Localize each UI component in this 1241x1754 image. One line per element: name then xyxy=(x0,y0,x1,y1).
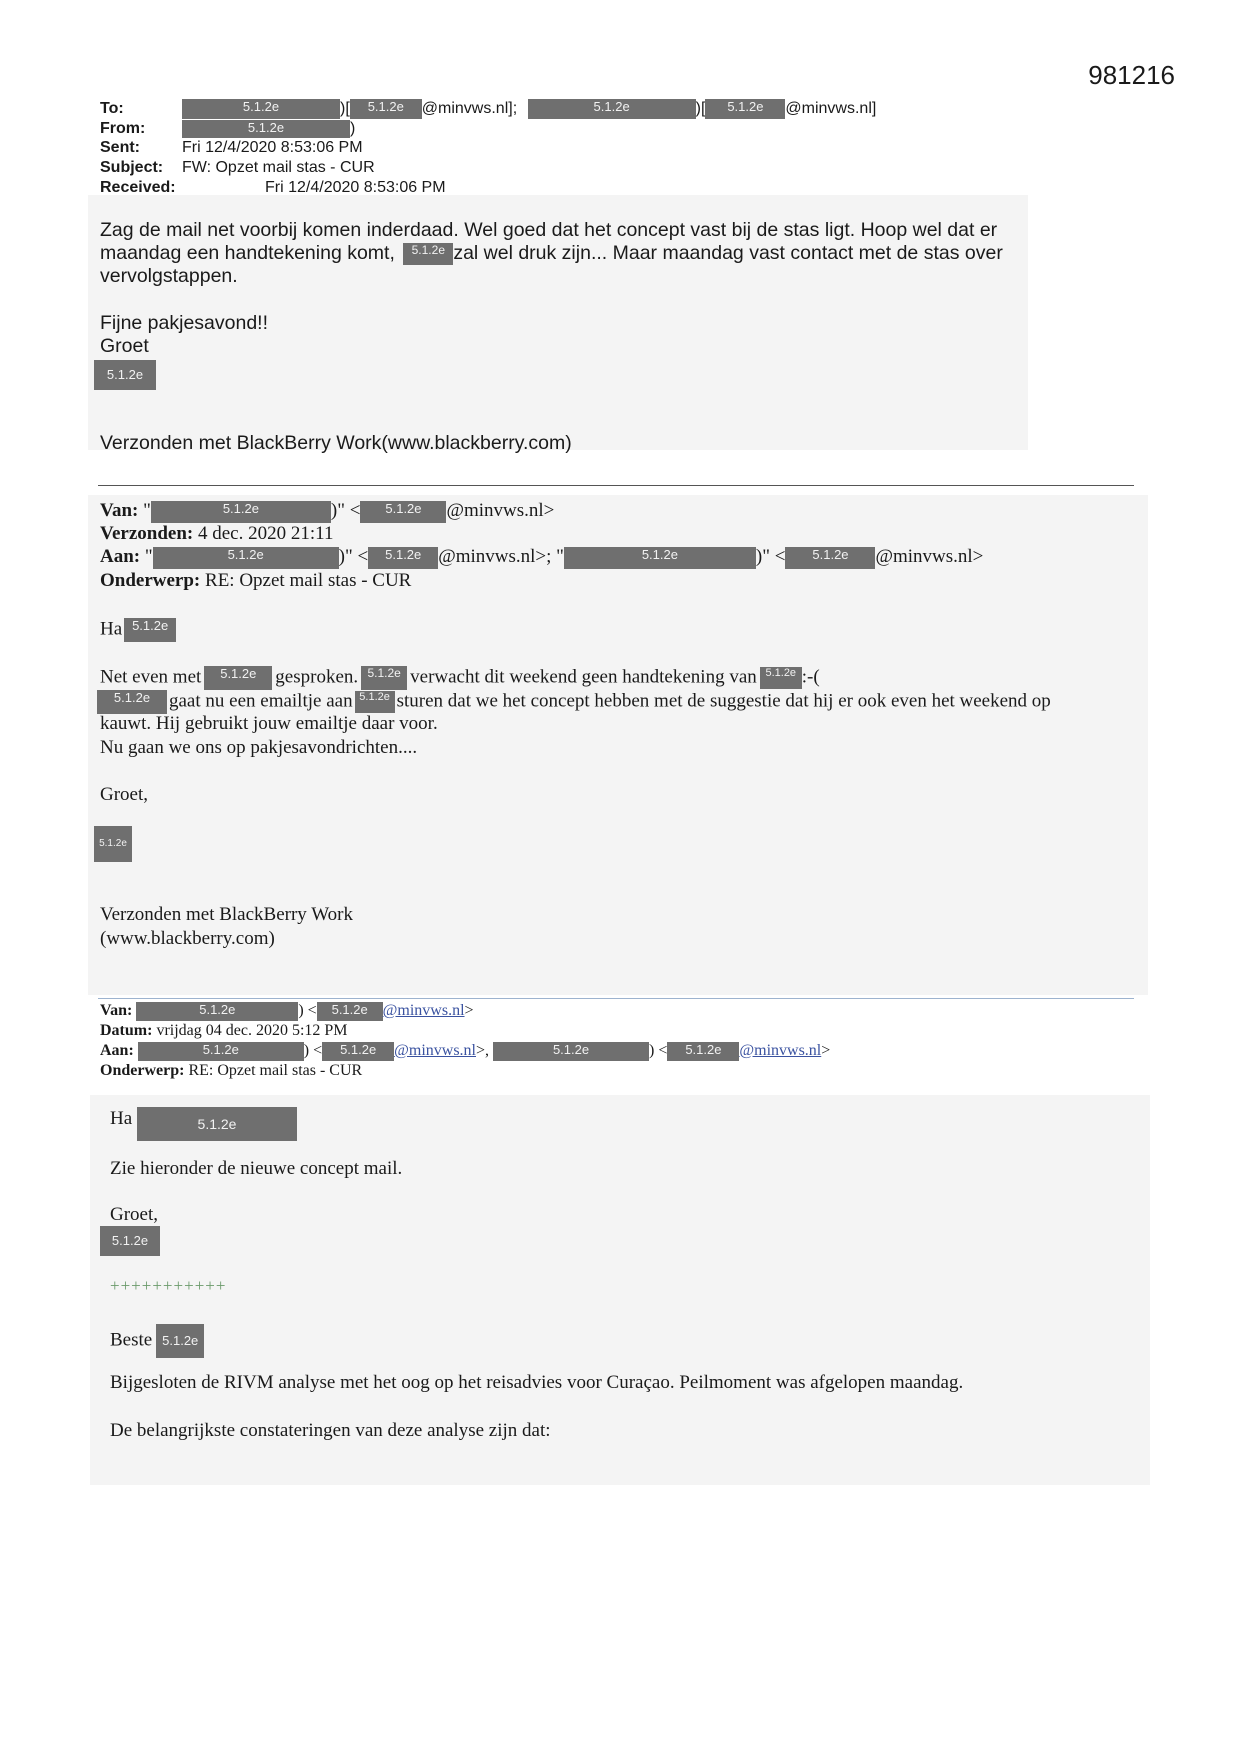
redaction: 5.1.2e xyxy=(355,691,395,713)
redaction: 5.1.2e xyxy=(182,99,340,119)
divider xyxy=(98,485,1134,486)
from-line: 5.1.2e ) xyxy=(182,120,355,138)
redaction: 5.1.2e xyxy=(153,547,339,569)
mobile-footer: Verzonden met BlackBerry Work(www.blackberry.com) xyxy=(100,432,572,454)
redaction: 5.1.2e xyxy=(124,618,176,642)
redaction: 5.1.2e xyxy=(760,667,802,689)
body-line: Nu gaan we ons op pakjesavondrichten.... xyxy=(100,737,418,758)
received-label: Received: xyxy=(100,179,176,196)
redaction: 5.1.2e xyxy=(204,666,272,690)
redaction: 5.1.2e xyxy=(360,501,446,523)
email-link[interactable]: @minvws.nl xyxy=(394,1042,476,1060)
redaction: 5.1.2e xyxy=(785,547,875,569)
signature-redaction: 5.1.2e xyxy=(94,360,156,390)
verzonden-line: Verzonden: 4 dec. 2020 21:11 xyxy=(100,523,334,544)
redaction: 5.1.2e xyxy=(403,243,453,265)
email-link[interactable]: @minvws.nl xyxy=(382,1002,465,1020)
closing-line: Groet, xyxy=(110,1204,159,1225)
body-line: 5.1.2e gaat nu een emailtje aan 5.1.2e sturen dat we het concept hebben met de suggestie dat hij er ook even het weekend op xyxy=(97,690,1051,714)
onderwerp-line: Onderwerp: RE: Opzet mail stas - CUR xyxy=(100,570,412,591)
body-line: maandag een handtekening komt, 5.1.2e zal wel druk zijn... Maar maandag vast contact met de stas over xyxy=(100,242,1003,264)
van-line: Van: " 5.1.2e )" < 5.1.2e @minvws.nl> xyxy=(100,500,555,521)
greeting: Ha xyxy=(110,1108,133,1129)
subject-value: FW: Opzet mail stas - CUR xyxy=(182,159,375,176)
redaction: 5.1.2e xyxy=(156,1324,204,1358)
subject-label: Subject: xyxy=(100,159,164,176)
mobile-footer: (www.blackberry.com) xyxy=(100,928,275,949)
redaction: 5.1.2e xyxy=(350,99,422,119)
to-line: 5.1.2e )[ 5.1.2e @minvws.nl]; 5.1.2e )[ 5.1.2e @minvws.nl] xyxy=(182,99,876,119)
body-line: Zie hieronder de nieuwe concept mail. xyxy=(110,1158,403,1179)
document-number: 981216 xyxy=(1088,60,1175,90)
redaction: 5.1.2e xyxy=(493,1042,649,1061)
aan-line: Aan: 5.1.2e ) < 5.1.2e @minvws.nl>, 5.1.2e ) < 5.1.2e @minvws.nl> xyxy=(100,1042,831,1060)
onderwerp-line: Onderwerp: RE: Opzet mail stas - CUR xyxy=(100,1062,363,1079)
closing-line: Groet, xyxy=(100,784,149,805)
body-line: vervolgstappen. xyxy=(100,265,238,287)
signature-redaction: 5.1.2e xyxy=(94,826,132,862)
sent-label: Sent: xyxy=(100,139,140,156)
body-paragraph: De belangrijkste constateringen van deze analyse zijn dat: xyxy=(110,1420,551,1441)
signature-redaction: 5.1.2e xyxy=(100,1226,160,1256)
redaction: 5.1.2e xyxy=(151,501,331,523)
body-line: Net even met 5.1.2e gesproken. 5.1.2e verwacht dit weekend geen handtekening van 5.1.2e :-( xyxy=(100,666,820,690)
redaction: 5.1.2e xyxy=(317,1002,383,1021)
mobile-footer: Verzonden met BlackBerry Work xyxy=(100,904,353,925)
redaction: 5.1.2e xyxy=(667,1042,739,1061)
van-line: Van: 5.1.2e ) < 5.1.2e @minvws.nl> xyxy=(100,1002,474,1020)
from-label: From: xyxy=(100,120,146,137)
divider xyxy=(98,998,1134,999)
to-label: To: xyxy=(100,100,124,117)
redaction: 5.1.2e xyxy=(705,99,785,119)
aan-line: Aan: " 5.1.2e )" < 5.1.2e @minvws.nl>; " 5.1.2e )" < 5.1.2e @minvws.nl> xyxy=(100,546,984,567)
redaction: 5.1.2e xyxy=(137,1107,297,1141)
salutation: Beste 5.1.2e xyxy=(110,1324,204,1358)
body-paragraph: Bijgesloten de RIVM analyse met het oog op het reisadvies voor Curaçao. Peilmoment was afgelopen maandag. xyxy=(110,1372,964,1393)
datum-line: Datum: vrijdag 04 dec. 2020 5:12 PM xyxy=(100,1022,348,1039)
body-line: kauwt. Hij gebruikt jouw emailtje daar voor. xyxy=(100,713,438,734)
body-line: Zag de mail net voorbij komen inderdaad. Wel goed dat het concept vast bij de stas ligt. Hoop wel dat er xyxy=(100,219,998,241)
closing-line: Fijne pakjesavond!! xyxy=(100,312,269,334)
redaction: 5.1.2e xyxy=(368,547,438,569)
closing-line: Groet xyxy=(100,335,149,357)
greeting: Ha 5.1.2e xyxy=(100,618,176,642)
email-link[interactable]: @minvws.nl xyxy=(739,1042,822,1060)
redaction: 5.1.2e xyxy=(138,1042,304,1061)
redaction: 5.1.2e xyxy=(564,547,756,569)
redaction: 5.1.2e xyxy=(528,99,696,119)
received-value: Fri 12/4/2020 8:53:06 PM xyxy=(265,179,446,196)
redaction: 5.1.2e xyxy=(361,666,407,690)
redaction: 5.1.2e xyxy=(97,690,167,714)
redaction: 5.1.2e xyxy=(322,1042,394,1061)
redaction: 5.1.2e xyxy=(136,1002,298,1021)
separator-plus-line: +++++++++++ xyxy=(110,1276,227,1295)
sent-value: Fri 12/4/2020 8:53:06 PM xyxy=(182,139,363,156)
redaction: 5.1.2e xyxy=(182,120,350,138)
